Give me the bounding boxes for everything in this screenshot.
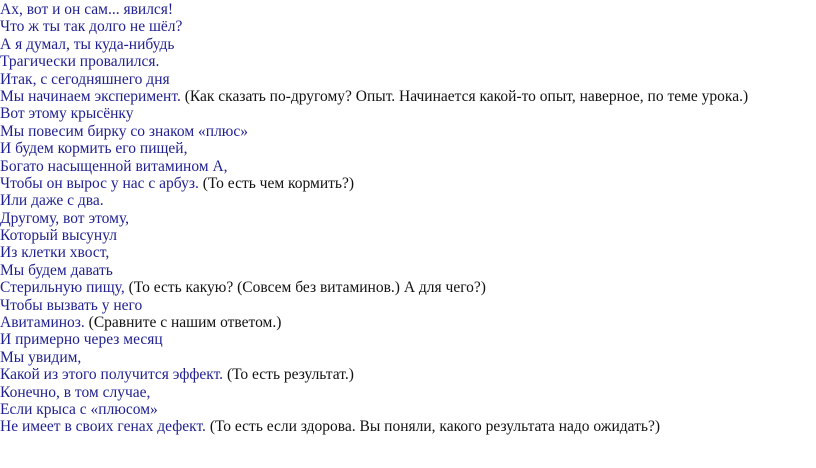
poem-text: Конечно, в том случае, [0, 383, 151, 401]
poem-text: А я думал, ты куда-нибудь [0, 35, 175, 53]
poem-text: Авитаминоз. [0, 314, 85, 332]
text-line [0, 71, 816, 88]
text-line [0, 105, 816, 122]
text-line [0, 18, 816, 35]
text-line [0, 175, 816, 192]
text-line [0, 210, 816, 227]
text-line [0, 331, 816, 348]
text-line [0, 384, 816, 401]
poem-text: Который высунул [0, 227, 118, 245]
text-line [0, 244, 816, 261]
poem-text: Не имеет в своих генах дефект. [0, 418, 206, 436]
poem-text: Вот этому крысёнку [0, 105, 134, 123]
poem-text: Мы будем давать [0, 261, 113, 279]
text-line [0, 279, 816, 296]
poem-text: Чтобы вызвать у него [0, 296, 143, 314]
comment-text: (То есть какую? (Совсем без витаминов.) А для чего?) [124, 279, 486, 297]
text-line [0, 88, 816, 105]
poem-text: Какой из этого получится эффект. [0, 366, 224, 384]
comment-text: (То есть результат.) [223, 366, 354, 384]
poem-text: Что ж ты так долго не шёл? [0, 18, 183, 36]
text-line [0, 401, 816, 418]
poem-text: Богато насыщенной витамином А, [0, 157, 228, 175]
poem-text: Чтобы он вырос у нас с арбуз. [0, 174, 199, 192]
poem-text: Другому, вот этому, [0, 209, 130, 227]
text-line [0, 1, 816, 18]
text-line [0, 158, 816, 175]
poem-text: Мы начинаем эксперимент. [0, 87, 181, 105]
text-line [0, 123, 816, 140]
text-line [0, 36, 816, 53]
text-line [0, 418, 816, 435]
text-line [0, 262, 816, 279]
poem-text: Мы увидим, [0, 348, 82, 366]
poem-text: Ах, вот и он сам... явился! [0, 1, 174, 18]
poem-text: Итак, с сегодняшнего дня [0, 70, 170, 88]
poem-text: И будем кормить его пищей, [0, 140, 188, 158]
poem-text: Мы повесим бирку со знаком «плюс» [0, 122, 249, 140]
text-line [0, 140, 816, 157]
text-line [0, 227, 816, 244]
text-line [0, 53, 816, 70]
comment-text: (То есть чем кормить?) [198, 174, 355, 192]
poem-text: Или даже с два. [0, 192, 104, 210]
text-line [0, 349, 816, 366]
comment-text: (Сравните с нашим ответом.) [84, 314, 282, 332]
comment-text: (Как сказать по-другому? Опыт. Начинается какой-то опыт, наверное, по теме урока.) [180, 87, 749, 105]
poem-text: Трагически провалился. [0, 53, 160, 71]
poem-text: И примерно через месяц [0, 331, 163, 349]
text-line [0, 314, 816, 331]
poem-text: Если крыса с «плюсом» [0, 400, 158, 418]
comment-text: (То есть если здорова. Вы поняли, какого результата надо ожидать?) [205, 418, 661, 436]
text-line [0, 297, 816, 314]
text-line [0, 192, 816, 209]
text-line [0, 366, 816, 383]
poem-text: Стерильную пищу, [0, 279, 125, 297]
poem-text: Из клетки хвост, [0, 244, 110, 262]
